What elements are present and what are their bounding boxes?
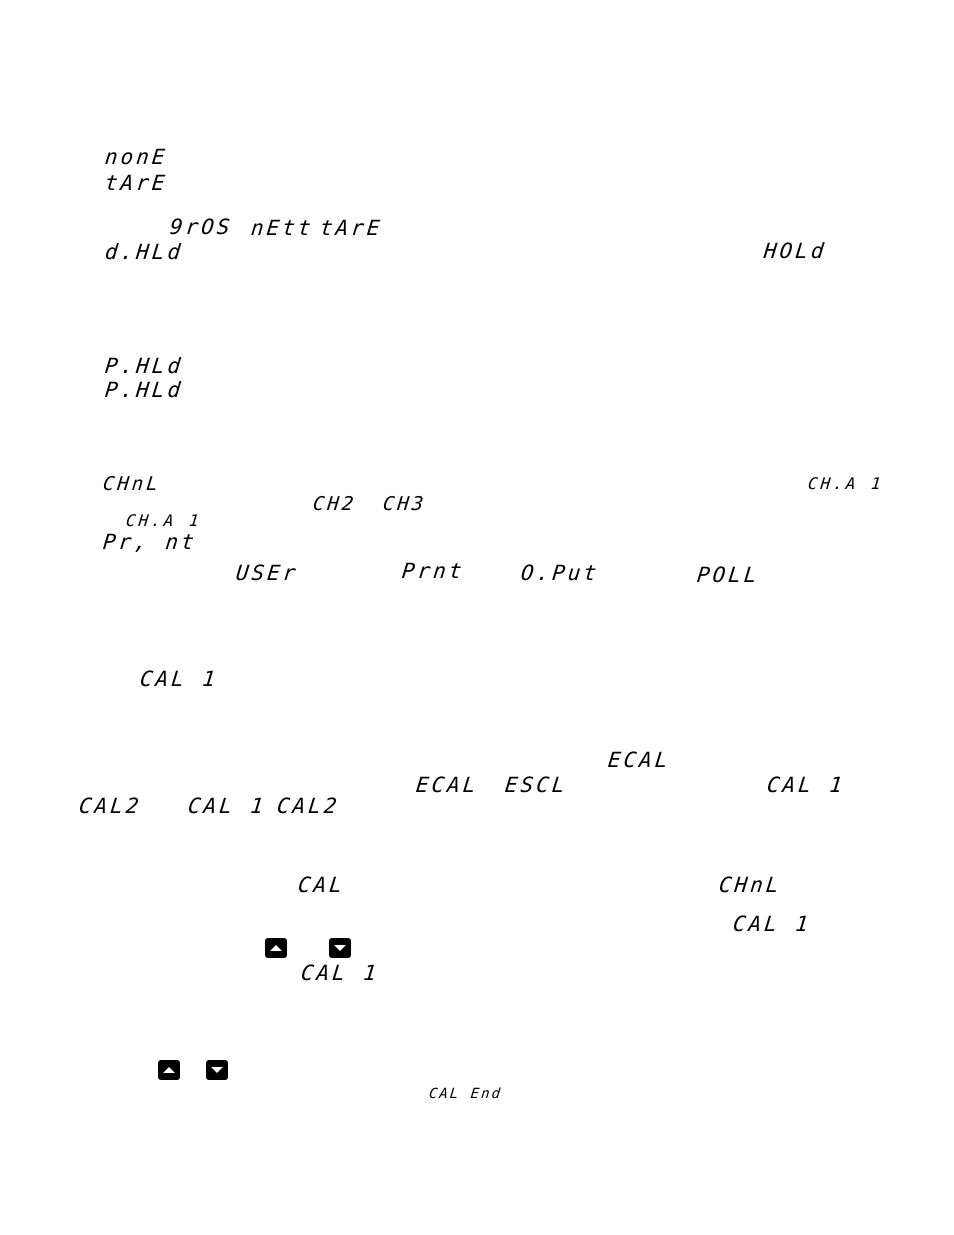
code-escl: ESCL <box>503 773 569 797</box>
code-o-put: O.Put <box>519 561 601 585</box>
code-d-hld: d.HLd <box>103 240 185 264</box>
code-ch-a1-right: CH.A 1 <box>807 474 885 493</box>
down-arrow-key-icon <box>206 1060 228 1080</box>
code-chnl-1: CHnL <box>101 473 162 495</box>
code-nett: nEtt <box>249 216 315 240</box>
code-cal-end: CAL End <box>428 1086 503 1102</box>
code-ch3: CH3 <box>381 493 428 515</box>
code-print: Pr, nt <box>101 530 199 554</box>
code-tare-option: tArE <box>103 171 169 195</box>
code-cal1-b: CAL 1 <box>765 773 847 797</box>
code-p-hld-2: P.HLd <box>103 378 185 402</box>
code-tare-select: tArE <box>318 216 384 240</box>
code-ecal-mid: ECAL <box>414 773 480 797</box>
code-p-hld-1: P.HLd <box>103 354 185 378</box>
code-prnt: Prnt <box>400 559 466 583</box>
code-cal1-e: CAL 1 <box>299 961 381 985</box>
up-arrow-key-icon <box>265 938 287 958</box>
code-chnl-2: CHnL <box>717 873 783 897</box>
code-user: USEr <box>234 561 300 585</box>
code-cal1-a: CAL 1 <box>138 667 220 691</box>
code-ecal-top: ECAL <box>606 748 672 772</box>
code-cal2-b: CAL2 <box>275 794 341 818</box>
up-arrow-key-icon <box>158 1060 180 1080</box>
code-ch2: CH2 <box>311 493 358 515</box>
code-none: nonE <box>103 145 169 169</box>
code-cal: CAL <box>296 873 347 897</box>
code-ch-a1-left: CH.A 1 <box>125 511 203 530</box>
code-cal1-d: CAL 1 <box>731 912 813 936</box>
code-poll: POLL <box>695 563 761 587</box>
code-hold: HOLd <box>762 239 828 263</box>
down-arrow-key-icon <box>329 938 351 958</box>
code-gros: 9rOS <box>168 215 234 239</box>
code-cal1-c: CAL 1 <box>186 794 268 818</box>
code-cal2-a: CAL2 <box>77 794 143 818</box>
